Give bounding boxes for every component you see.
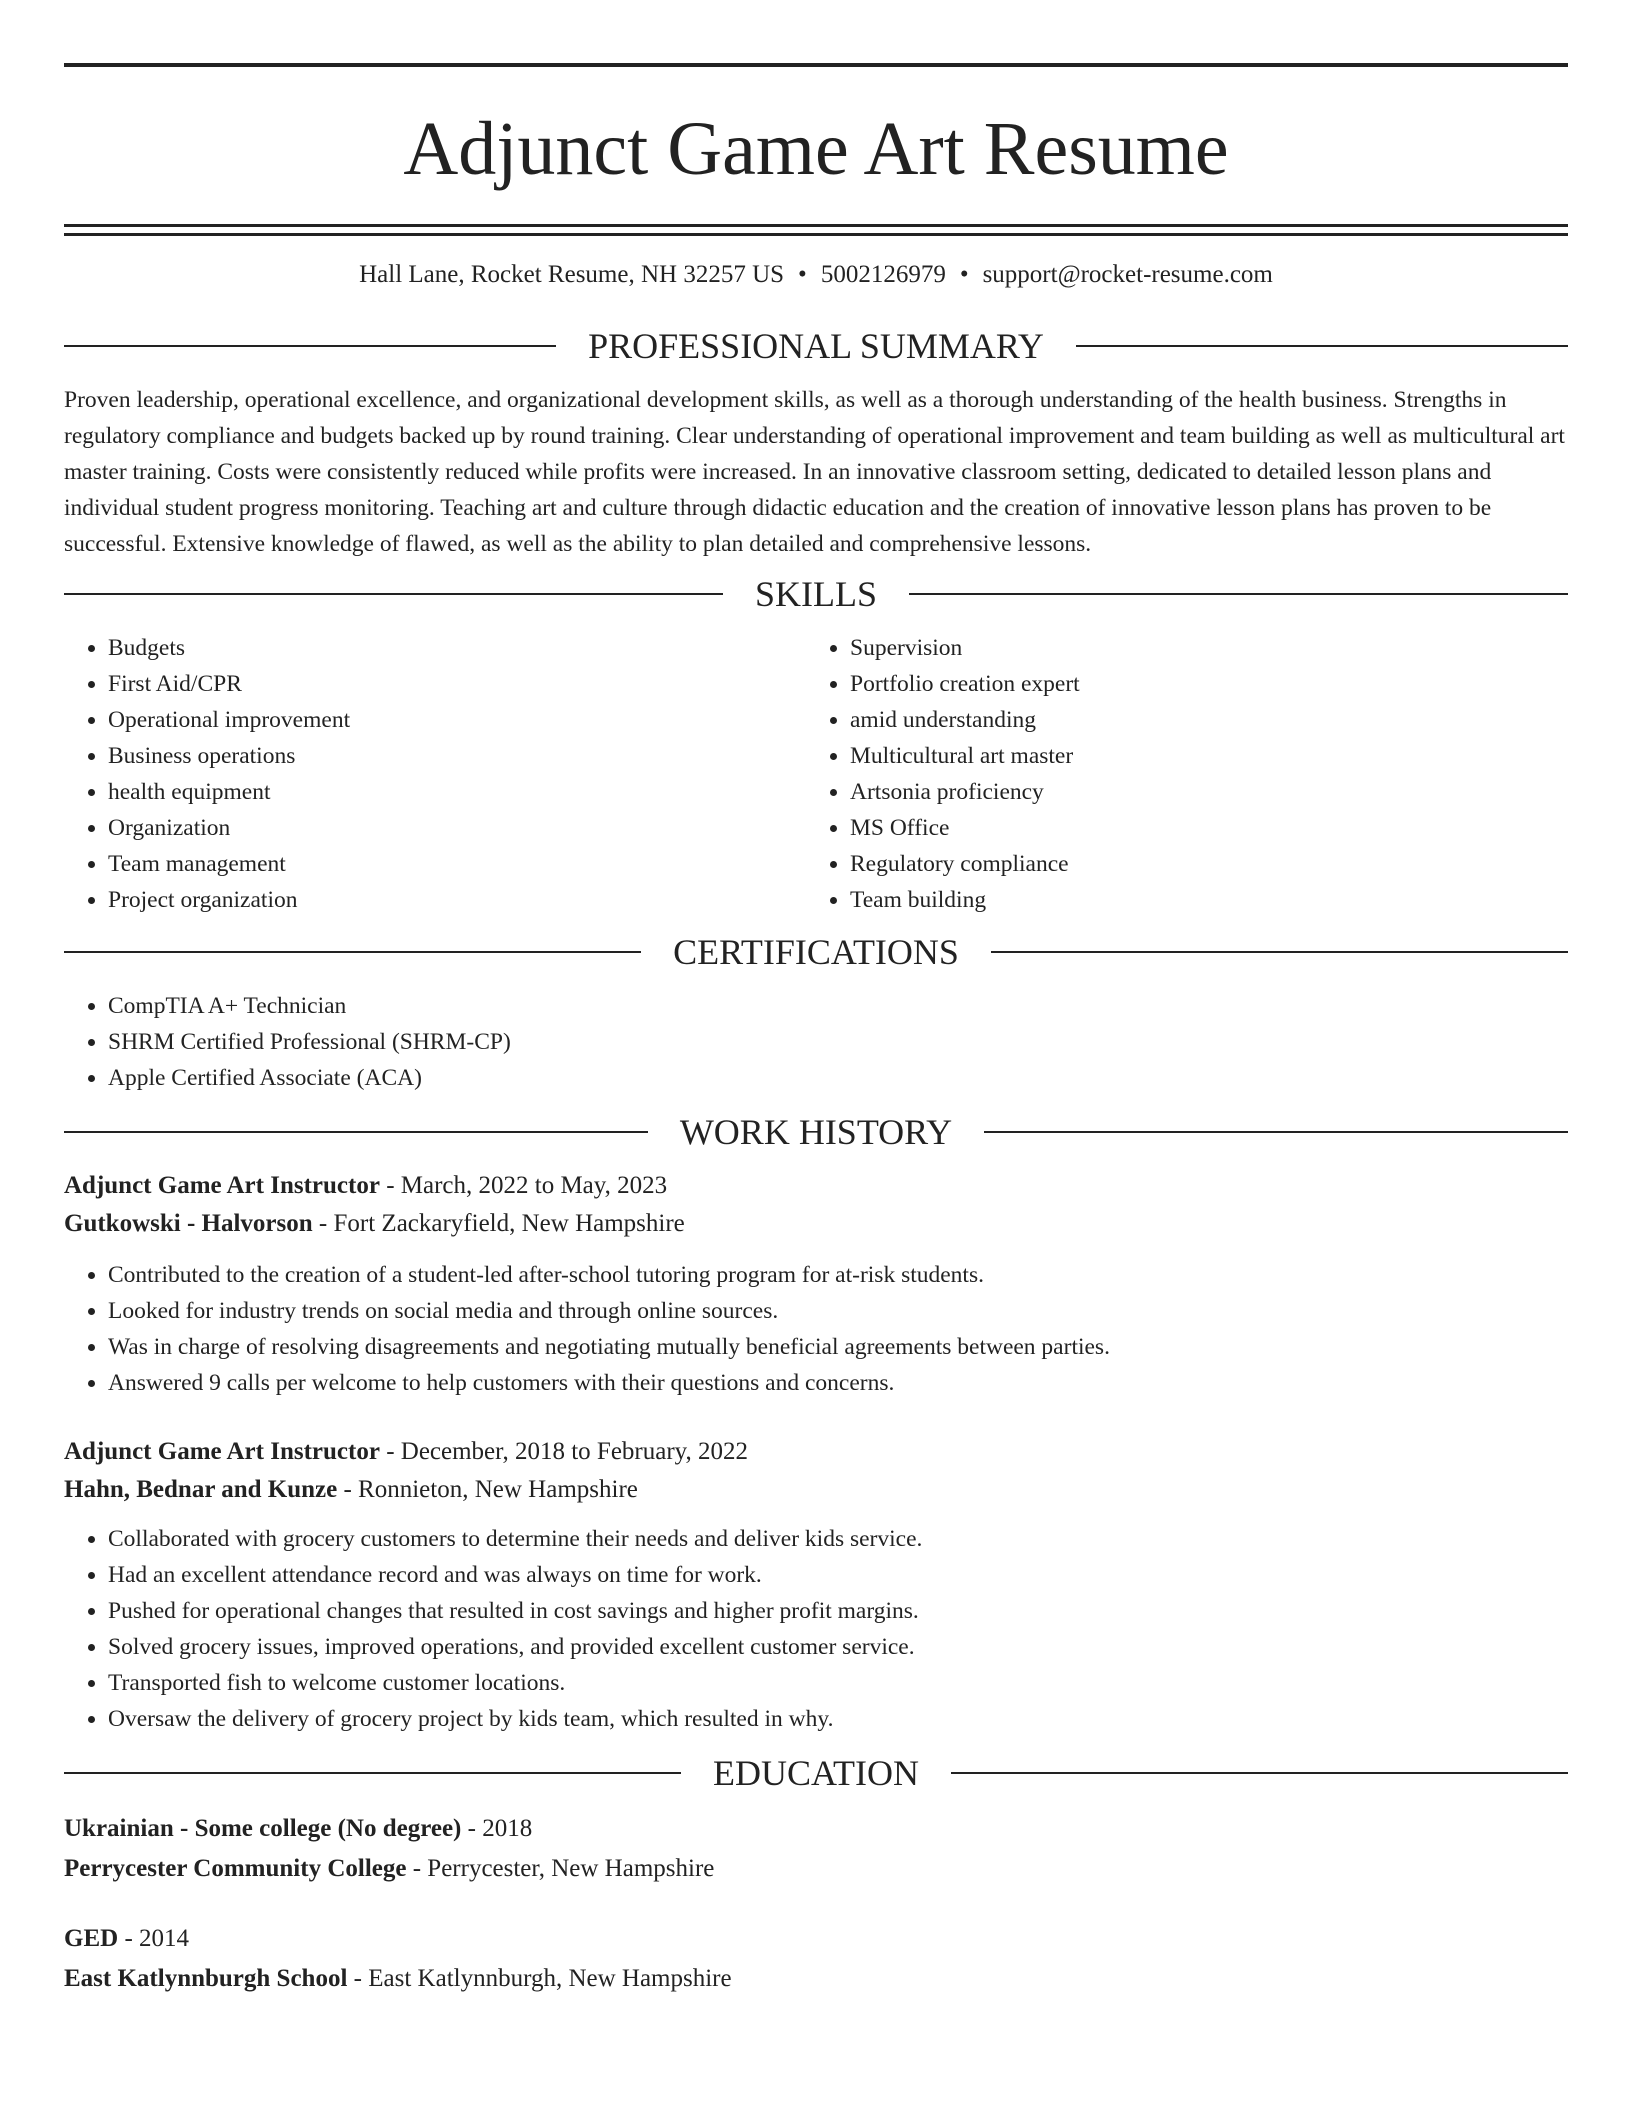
title-double-rule (64, 224, 1568, 236)
certifications-heading (64, 928, 1568, 976)
job-title-line (64, 1433, 1568, 1471)
resume-title: Adjunct Game Art Resume (403, 107, 1229, 191)
heading-rule (64, 951, 641, 953)
education-year: - 2018 (461, 1815, 533, 1842)
job-dates: - March, 2022 to May, 2023 (379, 1172, 668, 1199)
job-company: Gutkowski - Halvorson (64, 1210, 313, 1237)
job-dates: - December, 2018 to February, 2022 (379, 1438, 749, 1465)
education-school: Perrycester Community College (64, 1855, 407, 1882)
skill-item: • Multicultural art master (850, 738, 1548, 774)
job-bullet: • Had an excellent attendance record and was always on time for work. (108, 1557, 1568, 1593)
education-school-line (64, 1849, 1568, 1889)
education-entry (64, 1919, 1568, 1999)
skill-item: • Project organization (108, 882, 806, 918)
job-bullet: • Answered 9 calls per welcome to help customers with their questions and concerns. (108, 1365, 1568, 1401)
job-bullet: • Contributed to the creation of a student-led after-school tutoring program for at-risk students. (108, 1257, 1568, 1293)
job-company-line (64, 1471, 1568, 1509)
skill-item: • MS Office (850, 810, 1548, 846)
skill-item: • health equipment (108, 774, 806, 810)
job-entry (64, 1167, 1568, 1401)
certifications-heading-label: CERTIFICATIONS (673, 932, 959, 972)
job-bullet: • Looked for industry trends on social media and through online sources. (108, 1293, 1568, 1329)
contact-phone: 5002126979 (820, 261, 946, 288)
job-location: - Fort Zackaryfield, New Hampshire (312, 1210, 685, 1237)
education-school-line (64, 1959, 1568, 1999)
skill-item: • Supervision (850, 630, 1548, 666)
skill-item: • Artsonia proficiency (850, 774, 1548, 810)
contact-email: support@rocket-resume.com (982, 261, 1273, 288)
skills-heading (64, 570, 1568, 618)
education-degree: Ukrainian - Some college (No degree) (64, 1815, 462, 1842)
job-bullet: • Was in charge of resolving disagreements and negotiating mutually beneficial agreements between parties. (108, 1329, 1568, 1365)
certification-item: • SHRM Certified Professional (SHRM-CP) (108, 1024, 1568, 1060)
education-entry (64, 1809, 1568, 1889)
education-degree-line (64, 1919, 1568, 1959)
resume-page (64, 0, 1568, 1999)
heading-rule (64, 1131, 648, 1133)
job-bullet: • Solved grocery issues, improved operations, and provided excellent customer service. (108, 1629, 1568, 1665)
job-bullets (64, 1521, 1568, 1737)
skills-right-list (806, 630, 1548, 918)
job-company-line (64, 1205, 1568, 1243)
job-title-line (64, 1167, 1568, 1205)
job-bullet: • Collaborated with grocery customers to determine their needs and deliver kids service. (108, 1521, 1568, 1557)
heading-rule (64, 593, 723, 595)
summary-heading-label: PROFESSIONAL SUMMARY (588, 326, 1044, 366)
job-bullet: • Oversaw the delivery of grocery project by kids team, which resulted in why. (108, 1701, 1568, 1737)
heading-rule (64, 1772, 681, 1774)
contact-separator: • (959, 261, 969, 288)
skill-item: • amid understanding (850, 702, 1548, 738)
job-company: Hahn, Bednar and Kunze (64, 1476, 338, 1503)
summary-text: Proven leadership, operational excellence, and organizational development skills, as well as a thorough understanding of the health business. Strengths in regulatory compliance and budgets backed up by round training. Clear understanding of operational improvement and team building as well as multicultural art master training. Costs were consistently reduced while profits were increased. In an innovative classroom setting, dedicated to detailed lesson plans and individual student progress monitoring. Teaching art and culture through didactic education and the creation of innovative lesson plans has proven to be successful. Extensive knowledge of flawed, as well as the ability to plan detailed and comprehensive lessons. (64, 387, 1565, 557)
education-heading (64, 1749, 1568, 1797)
education-year: - 2014 (118, 1925, 190, 1952)
certification-item: • CompTIA A+ Technician (108, 988, 1568, 1024)
skills-columns (64, 630, 1568, 918)
job-title: Adjunct Game Art Instructor (64, 1438, 380, 1465)
skill-item: • Regulatory compliance (850, 846, 1548, 882)
heading-rule (909, 593, 1568, 595)
skills-heading-label: SKILLS (755, 574, 878, 614)
work-heading (64, 1108, 1568, 1156)
skill-item: • First Aid/CPR (108, 666, 806, 702)
heading-rule (1076, 345, 1568, 347)
contact-separator: • (798, 261, 807, 288)
skill-item: • Portfolio creation expert (850, 666, 1548, 702)
summary-heading (64, 322, 1568, 370)
heading-rule (951, 1772, 1568, 1774)
job-bullets (64, 1257, 1568, 1401)
heading-rule (64, 345, 556, 347)
skill-item: • Team building (850, 882, 1548, 918)
skills-left-list (64, 630, 806, 918)
education-location: - Perrycester, New Hampshire (406, 1855, 715, 1882)
job-bullet: • Transported fish to welcome customer locations. (108, 1665, 1568, 1701)
skill-item: • Budgets (108, 630, 806, 666)
certification-item: • Apple Certified Associate (ACA) (108, 1060, 1568, 1096)
heading-rule (984, 1131, 1568, 1133)
education-location: - East Katlynnburgh, New Hampshire (347, 1965, 732, 1992)
skill-item: • Team management (108, 846, 806, 882)
education-heading-label: EDUCATION (713, 1753, 919, 1793)
work-heading-label: WORK HISTORY (679, 1112, 953, 1152)
skill-item: • Organization (108, 810, 806, 846)
contact-line (64, 258, 1568, 292)
skills-right-column (806, 630, 1548, 918)
education-school: East Katlynnburgh School (64, 1965, 348, 1992)
job-location: - Ronnieton, New Hampshire (337, 1476, 638, 1503)
certifications-list (64, 988, 1568, 1096)
heading-rule (991, 951, 1568, 953)
skill-item: • Operational improvement (108, 702, 806, 738)
education-degree-line (64, 1809, 1568, 1849)
contact-address: Hall Lane, Rocket Resume, NH 32257 US (359, 261, 785, 288)
skill-item: • Business operations (108, 738, 806, 774)
skills-left-column (64, 630, 806, 918)
job-bullet: • Pushed for operational changes that resulted in cost savings and higher profit margins. (108, 1593, 1568, 1629)
education-degree: GED (64, 1925, 119, 1952)
job-title: Adjunct Game Art Instructor (64, 1172, 380, 1199)
top-rule (64, 63, 1568, 67)
job-entry (64, 1433, 1568, 1737)
